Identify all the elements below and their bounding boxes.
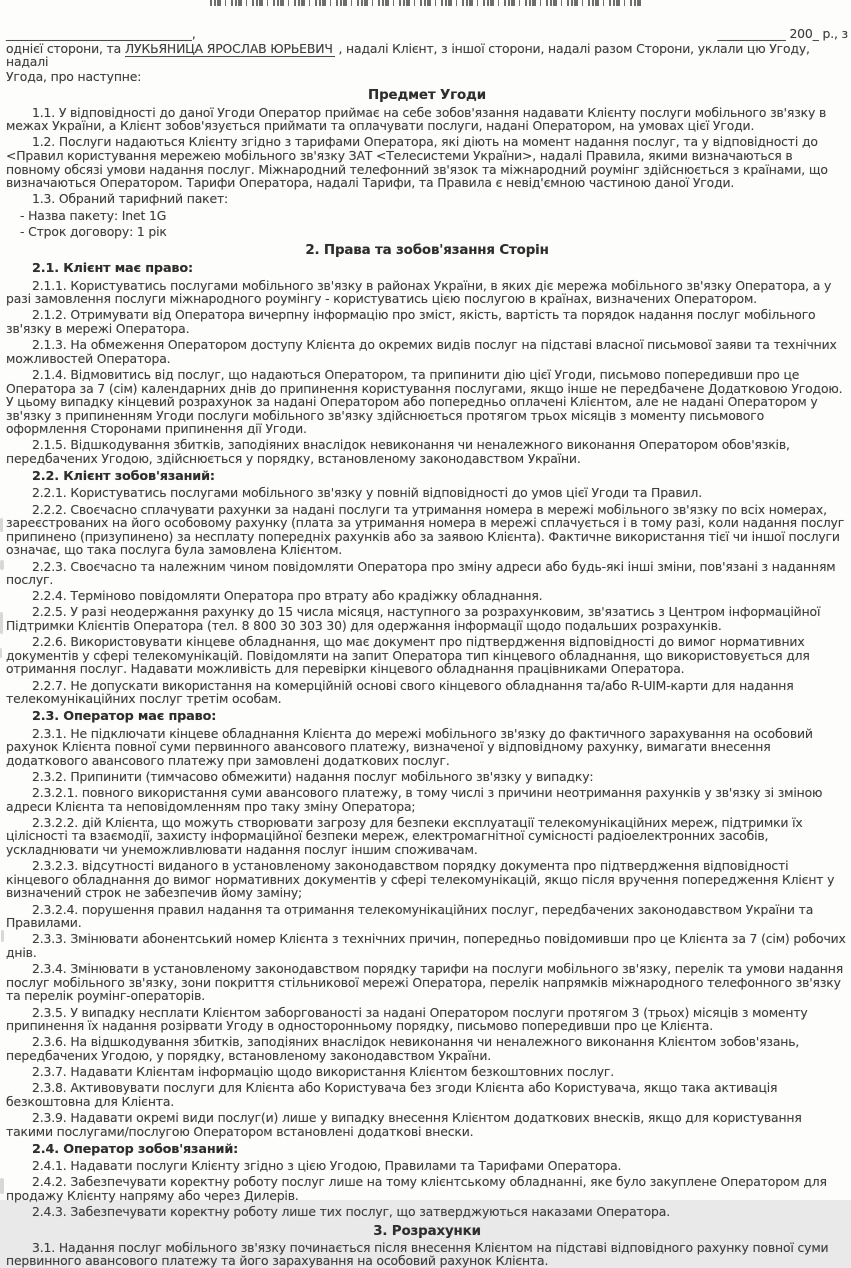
clause-paragraph: 1.2. Послуги надаються Клієнту згідно з тарифами Оператора, які діють на момент надання послуг, та у відповідності до <Правил користування мережею мобільного зв'язку ЗАТ <Телесистеми України>, надалі Правила, якими визначаються в повному обсязі умови надання послуг. Міжнародний телефонний зв'язок та міжнародний роумінг здійснюється з країнами, що визначаються Оператором. Тарифи Оператора, надалі Тарифи, та Правила є невід'ємною частиною даної Угоди. [6,134,828,191]
clause-subheading: 2.1. Клієнт має право: [32,261,193,277]
clause-subheading: 2.3. Оператор має право: [32,709,217,725]
intro-suffix: , надалі Клієнт, з іншої сторони, надалі разом Сторони, уклали цю Угоду, надалі [6,40,810,70]
date-blank: ___________ [717,26,786,41]
contract-intro-line1 [6,27,848,41]
clause-paragraph: 2.3.6. На відшкодування збитків, заподіяних внаслідок невиконання чи неналежного виконання Клієнтом зобов'язань, передбачених Угодою, у порядку, встановленому законодавством України. [6,1034,800,1063]
clause-paragraph: 2.3.3. Змінювати абонентський номер Клієнта з технічних причин, попередньо повідомивши про це Клієнта за 7 (сім) робочих днів. [6,931,846,960]
clause-paragraph: 2.1.2. Отримувати від Оператора вичерпну інформацію про зміст, якість, вартість та порядок надання послуг мобільного зв'язку в мережі Оператора. [6,307,816,336]
clause-paragraph: 2.1.5. Відшкодування збитків, заподіяних внаслідок невиконання чи неналежного виконання Оператором обов'язків, передбачених Угодою, здійснюється у порядку, встановленому законодавством України. [6,437,790,467]
scan-artifact [0,560,4,570]
client-name: ЛУКЬЯНИЦА ЯРОСЛАВ ЮРЬЕВИЧ [124,40,333,56]
clause-paragraph: 2.2.4. Терміново повідомляти Оператора про втрату або крадіжку обладнання. [32,588,543,604]
clause-paragraph: 2.1.1. Користуватись послугами мобільного зв'язку в районах України, в яких діє мережа мобільного зв'язку Оператора, а у разі замовлення послуги міжнародного роумінгу - користуватись цією послугою в країнах, визначених Оператором. [6,277,832,307]
clause-paragraph: 2.2.7. Не допускати використання на комерційній основі свого кінцевого обладнання та/або R-UIM-карти для надання телекомунікаційних послуг третім особам. [6,677,794,707]
clause-paragraph: 2.1.4. Відмовитись від послуг, що надаються Оператором, та припинити дію цієї Угоди, письмово попередивши про це Оператора за 7 (сім) календарних днів до припинення користування послугами, якщо інше не передбачене Додатковою Угодою. У цьому випадку кінцевий розрахунок за надані Оператором або попередньо оплачені Клієнтом, але не надані Оператором у зв'язку з припиненням Угоди послуги мобільного зв'язку здійснюється протягом трьох місяців з моменту письмового оформлення Сторонами припинення дії Угоди. [6,366,843,437]
clause-paragraph: 2.3.7. Надавати Клієнтам інформацію щодо використання Клієнтом безкоштовних послуг. [32,1064,615,1080]
clause-paragraph: 3.1. Надання послуг мобільного зв'язку починається після внесення Клієнтом на підставі відповідного рахунку повної суми первинного авансового платежу та його зарахування на особовий рахунок Клієнта. [6,1239,829,1268]
clause-paragraph: 2.2.6. Використовувати кінцеве обладнання, що має документ про підтвердження відповідності до вимог нормативних документів у сфері телекомунікацій. Повідомляти на запит Оператора тип кінцевого обладнання, що використовується для отримання послуг. Надавати можливість для перевірки кінцевого обладнання працівниками Оператора. [6,634,810,677]
intro-prefix: однієї сторони, та [6,40,125,56]
scan-artifact [1,930,4,942]
clause-paragraph: 2.3.2.1. повного використання суми авансового платежу, в тому числі з причини неотримання рахунків у зв'язку зі зміною адреси Клієнта та неповідомленням про таку зміну Оператора; [6,785,823,814]
clause-paragraph: 1.1. У відповідності до даної Угоди Оператор приймає на себе зобов'язання надавати Клієнту послуги мобільного зв'язку в межах України, а Клієнт зобов'язується приймати та оплачувати послуги, надані Оператором, на умовах цієї Угоди. [6,104,827,134]
clause-paragraph: 2.3.4. Змінювати в установленому законодавством порядку тарифи на послуги мобільного зв'язку, перелік та умови надання послуг мобільного зв'язку, зони покриття стільникової мережі Оператора, перелік напрямків міжнародного телефонного зв'язку та перелік роумінг-операторів. [6,961,843,1004]
clipped-top-text-line [210,0,642,6]
clause-paragraph: - Назва пакету: Inet 1G [20,207,167,223]
section-heading: 3. Розрахунки [373,1223,481,1239]
date-suffix: 200_ р., з [785,26,848,41]
clause-paragraph: 2.2.1. Користуватись послугами мобільного зв'язку у повній відповідності до умов цієї Угоди та Правил. [32,485,702,501]
clause-paragraph: 2.3.2.2. дій Клієнта, що можуть створювати загрозу для безпеки експлуатації телекомунікаційних мереж, підтримки їх цілісності та взаємодії, захисту інформаційної безпеки мереж, електромагнітної сумісності радіоелектронних засобів, ускладнювати чи унеможливлювати надання послуг іншим споживачам. [6,814,803,858]
clause-paragraph: 2.3.8. Активовувати послуги для Клієнта або Користувача без згоди Клієнта або Користувача, якщо така активація безкоштовна для Клієнта. [6,1080,778,1109]
clause-subheading: 2.2. Клієнт зобов'язаний: [32,469,215,485]
clause-paragraph: 2.2.5. У разі неодержання рахунку до 15 числа місяця, наступного за розрахунковим, зв'язатись з Центром інформаційної Підтримки Клієнтів Оператора (тел. 8 800 30 303 30) для одержання інформації щодо подальших розрахунків. [6,604,821,634]
contract-content [0,27,851,1268]
contract-intro-line3: Угода, про наступне: [6,68,142,84]
date-group [718,27,849,41]
clause-paragraph: 2.3.9. Надавати окремі види послуг(и) лише у випадку внесення Клієнтом додаткових внесків, якщо для користування такими послугами/послугою Оператором встановлені додаткові внески. [6,1110,802,1139]
clause-paragraph: 2.2.2. Своєчасно сплачувати рахунки за надані послуги та утримання номера в мережі мобільного зв'язку по всіх номерах, зареєстрованих на його особовому рахунку (плата за утримання номера в мережі сплачується і в тому разі, коли надання послуг припинено (призупинено) за несплату попередніх рахунків або за заявою Клієнта). Фактичне використання тієї чи іншої послуги означає, що така послуга була замовлена Клієнтом. [6,501,845,558]
scan-artifact [0,1178,4,1194]
clause-paragraph: - Строк договору: 1 рік [20,223,167,239]
clause-paragraph: 2.4.1. Надавати послуги Клієнту згідно з цією Угодою, Правилами та Тарифами Оператора. [32,1157,622,1173]
clause-paragraph: 2.2.3. Своєчасно та належним чином повідомляти Оператора про зміну адреси або будь-які інші зміни, пов'язані з наданням послуг. [6,558,836,588]
section-heading: 2. Права та зобов'язання Сторін [305,243,549,259]
document-body [6,89,848,1268]
scan-artifact [0,612,3,634]
clause-paragraph: 2.1.3. На обмеження Оператором доступу Клієнта до окремих видів послуг на підставі власної письмової заяви та технічних можливостей Оператора. [6,337,837,366]
clause-paragraph: 2.3.1. Не підключати кінцеве обладнання Клієнта до мережі мобільного зв'язку до фактичного зарахування на особовий рахунок Клієнта повної суми первинного авансового платежу, визначеної у відповідному рахунку, вимагати внесення додаткового авансового платежу при замовлені додаткових послуг. [6,725,813,768]
clause-paragraph: 2.3.2. Припинити (тимчасово обмежити) надання послуг мобільного зв'язку у випадку: [32,768,594,784]
clause-paragraph: 2.4.2. Забезпечувати коректну роботу послуг лише на тому клієнтському обладнанні, яке було закуплене Оператором для продажу Клієнту напряму або через Дилерів. [6,1174,827,1203]
clause-subheading: 2.4. Оператор зобов'язаний: [32,1141,239,1157]
clause-paragraph: 2.3.2.3. відсутності виданого в установленому законодавством порядку документа про підтвердження відповідності кінцевого обладнання до вимог нормативних документів у сфері телекомунікацій, якщо після вручення попередження Клієнт у визначений строк не забезпечив йому заміну; [6,858,835,901]
clause-paragraph: 2.4.3. Забезпечувати коректну роботу лише тих послуг, що затверджуються наказами Оператора. [32,1203,670,1219]
scan-artifact [0,648,2,658]
contract-intro-line2 [6,42,848,69]
section-heading: Предмет Угоди [368,88,486,104]
party-name-blank: ______________________________, [6,26,196,41]
clause-paragraph: 1.3. Обраний тарифний пакет: [32,191,229,207]
clause-paragraph: 2.3.2.4. порушення правил надання та отримання телекомунікаційних послуг, передбачених законодавством України та Правилами. [6,901,814,931]
scan-artifact [0,518,3,532]
clause-paragraph: 2.3.5. У випадку несплати Клієнтом заборгованості за надані Оператором послуги протягом 3 (трьох) місяців з моменту припинення їх надання розірвати Угоду в односторонньому порядку, письмово попередивши про це Клієнта. [6,1004,808,1034]
